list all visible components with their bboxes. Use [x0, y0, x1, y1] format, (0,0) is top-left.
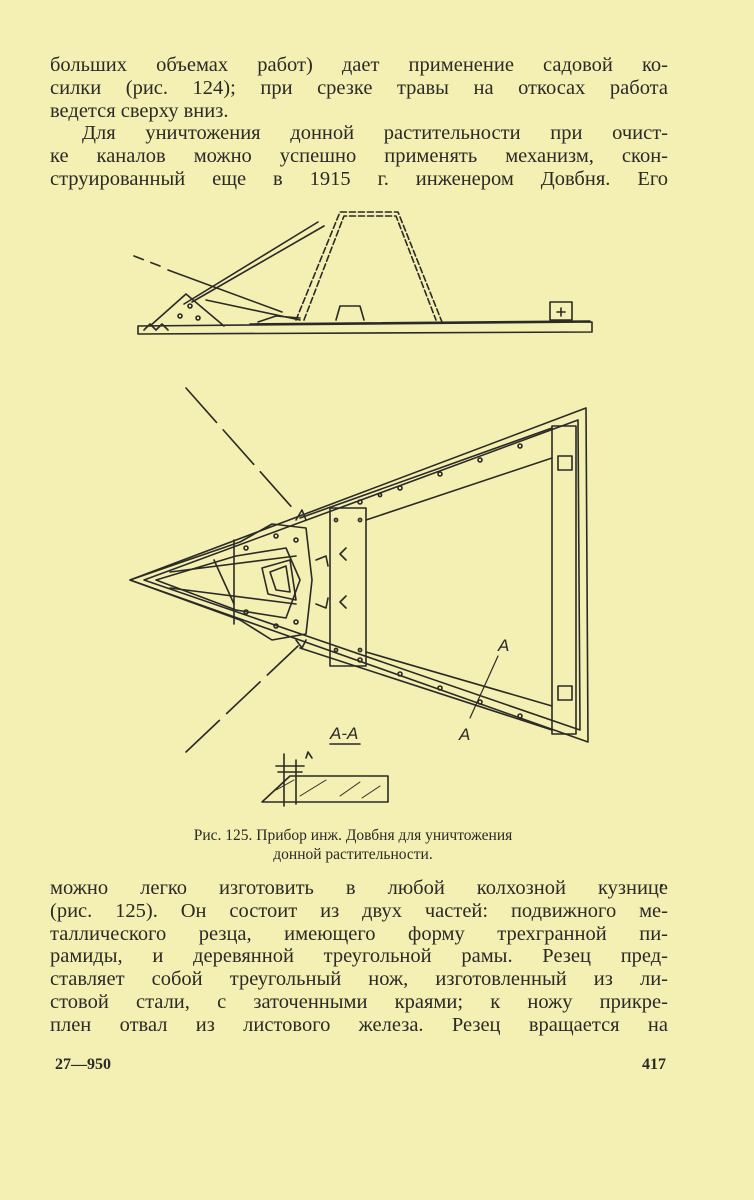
- text-line: Для уничтожения донной растительности при очист-: [82, 122, 668, 144]
- text-line: ке каналов можно успешно применять механизм, скон-: [50, 144, 668, 167]
- text-line: силки (рис. 124); при срезке травы на откосах работа: [50, 76, 668, 99]
- printer-signature: 27—950: [55, 1056, 111, 1073]
- plan-view-drawing: [130, 388, 588, 752]
- text-line: струированный еще в 1915 г. инженером Довбня. Его: [50, 167, 668, 190]
- text-line: стовой стали, с заточенными краями; к ножу прикре-: [50, 990, 668, 1013]
- caption-line: Рис. 125. Прибор инж. Довбня для уничтожения: [193, 827, 513, 844]
- text-line: (рис. 125). Он состоит из двух частей: подвижного ме-: [50, 899, 668, 922]
- text-line: больших объемах работ) дает применение садовой ко-: [50, 54, 668, 76]
- section-detail-drawing: [262, 744, 388, 806]
- section-mark-bottom: А: [459, 725, 471, 744]
- figure-caption: [118, 826, 588, 864]
- bottom-paragraph: [50, 877, 668, 1037]
- section-mark-top: А: [498, 636, 510, 655]
- text-line: рамиды, и деревянной треугольной рамы. Резец пред-: [50, 945, 668, 968]
- text-line: таллического резца, имеющего форму трехгранной пи-: [50, 922, 668, 945]
- text-line: ведется сверху вниз.: [50, 99, 229, 122]
- section-label: А-А: [330, 724, 359, 743]
- text-line: плен отвал из листового железа. Резец вращается на: [50, 1013, 668, 1036]
- side-view-drawing: [134, 212, 592, 334]
- caption-line: донной растительности.: [273, 846, 433, 863]
- page-number: 417: [642, 1056, 666, 1073]
- text-line: можно легко изготовить в любой колхозной кузнице: [50, 877, 668, 899]
- text-line: ставляет собой треугольный нож, изготовленный из ли-: [50, 968, 668, 991]
